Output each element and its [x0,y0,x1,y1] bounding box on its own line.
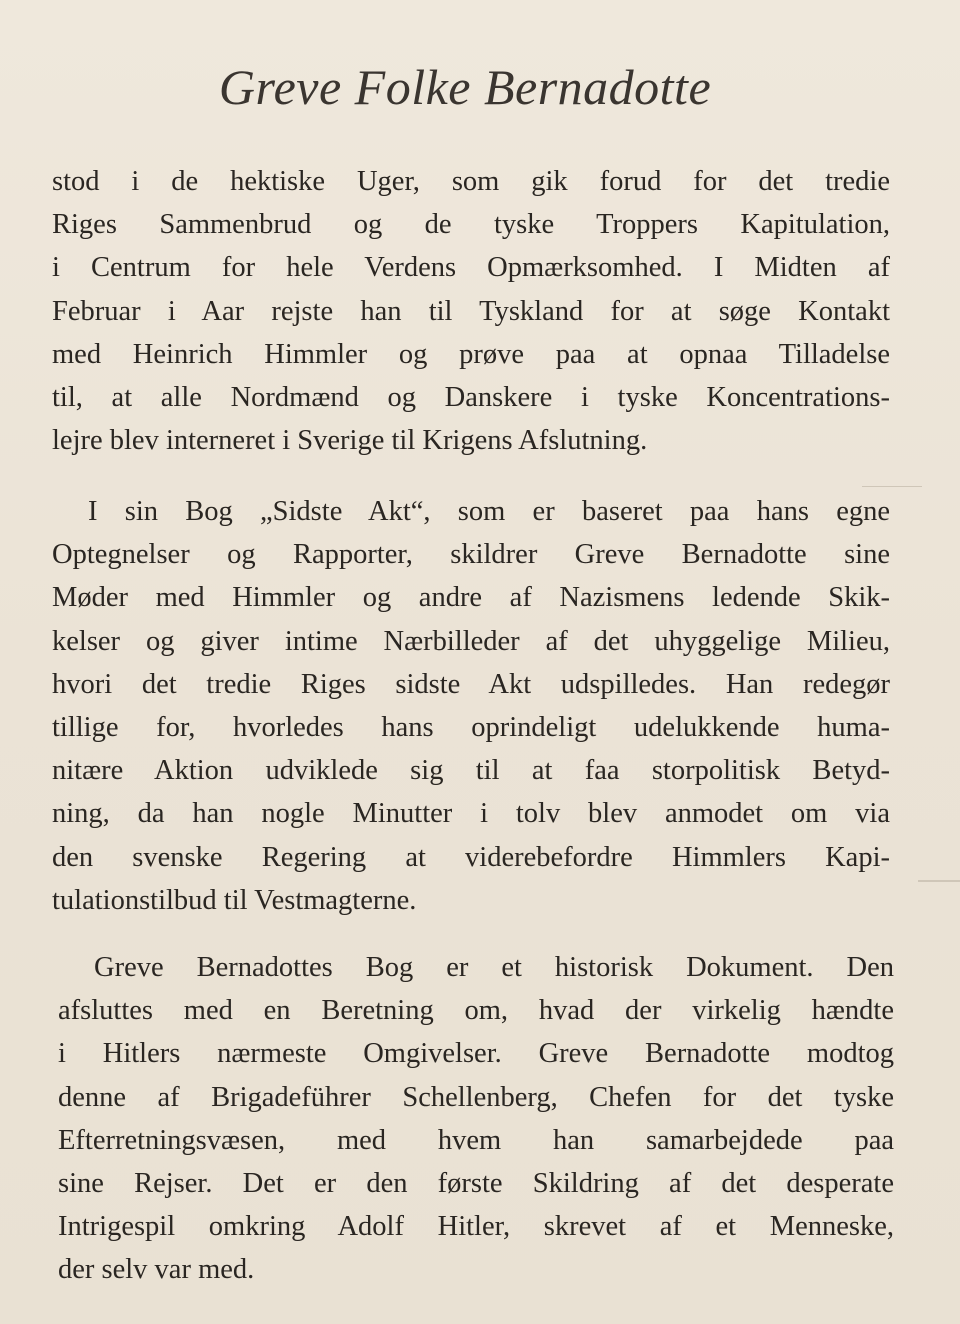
text-line: hvori det tredie Riges sidste Akt udspilledes. Han redegør [52,668,890,700]
text-line: der selv var med. [58,1254,255,1286]
text-line: denne af Brigadeführer Schellenberg, Chefen for det tyske [58,1081,894,1113]
text-line: tillige for, hvorledes hans oprindeligt udelukkende huma- [52,711,890,743]
text-line: i Centrum for hele Verdens Opmærksomhed. I Midten af [52,252,890,284]
text-line: sine Rejser. Det er den første Skildring af det desperate [58,1167,894,1199]
text-line: Intrigespil omkring Adolf Hitler, skrevet af et Menneske, [58,1211,894,1243]
text-line: Greve Bernadottes Bog er et historisk Dokument. Den [94,952,894,983]
text-line: stod i de hektiske Uger, som gik forud for det tredie [52,166,890,197]
text-line: tulationstilbud til Vestmagterne. [52,884,417,916]
paper-mark [918,880,960,882]
text-line: ning, da han nogle Minutter i tolv blev anmodet om via [52,798,890,830]
text-line: kelser og giver intime Nærbilleder af det uhyggelige Milieu, [52,625,890,657]
page-title: Greve Folke Bernadotte [218,59,712,115]
text-line: lejre blev interneret i Sverige til Krigens Afslutning. [52,425,648,457]
text-line: Efterretningsvæsen, med hvem han samarbejdede paa [58,1124,894,1156]
text-line: med Heinrich Himmler og prøve paa at opnaa Tilladelse [52,338,890,370]
text-line: Optegnelser og Rapporter, skildrer Greve Bernadotte sine [52,539,890,571]
paragraph-1 [52,160,890,462]
text-line: den svenske Regering at viderebefordre Himmlers Kapi- [52,841,890,873]
text-line: i Hitlers nærmeste Omgivelser. Greve Bernadotte modtog [58,1038,894,1070]
text-line: Riges Sammenbrud og de tyske Troppers Kapitulation, [52,209,890,241]
paragraph-2 [52,490,890,922]
text-line: Møder med Himmler og andre af Nazismens ledende Skik- [52,582,890,614]
text-line: I sin Bog „Sidste Akt“, som er baseret paa hans egne [88,496,890,527]
paper-mark [862,486,922,487]
text-line: nitære Aktion udviklede sig til at faa storpolitisk Betyd- [52,755,890,787]
text-line: afsluttes med en Beretning om, hvad der virkelig hændte [58,995,894,1027]
text-line: Februar i Aar rejste han til Tyskland for at søge Kontakt [52,295,890,327]
text-line: til, at alle Nordmænd og Danskere i tyske Koncentrations- [52,381,890,413]
paragraph-3 [58,946,894,1292]
